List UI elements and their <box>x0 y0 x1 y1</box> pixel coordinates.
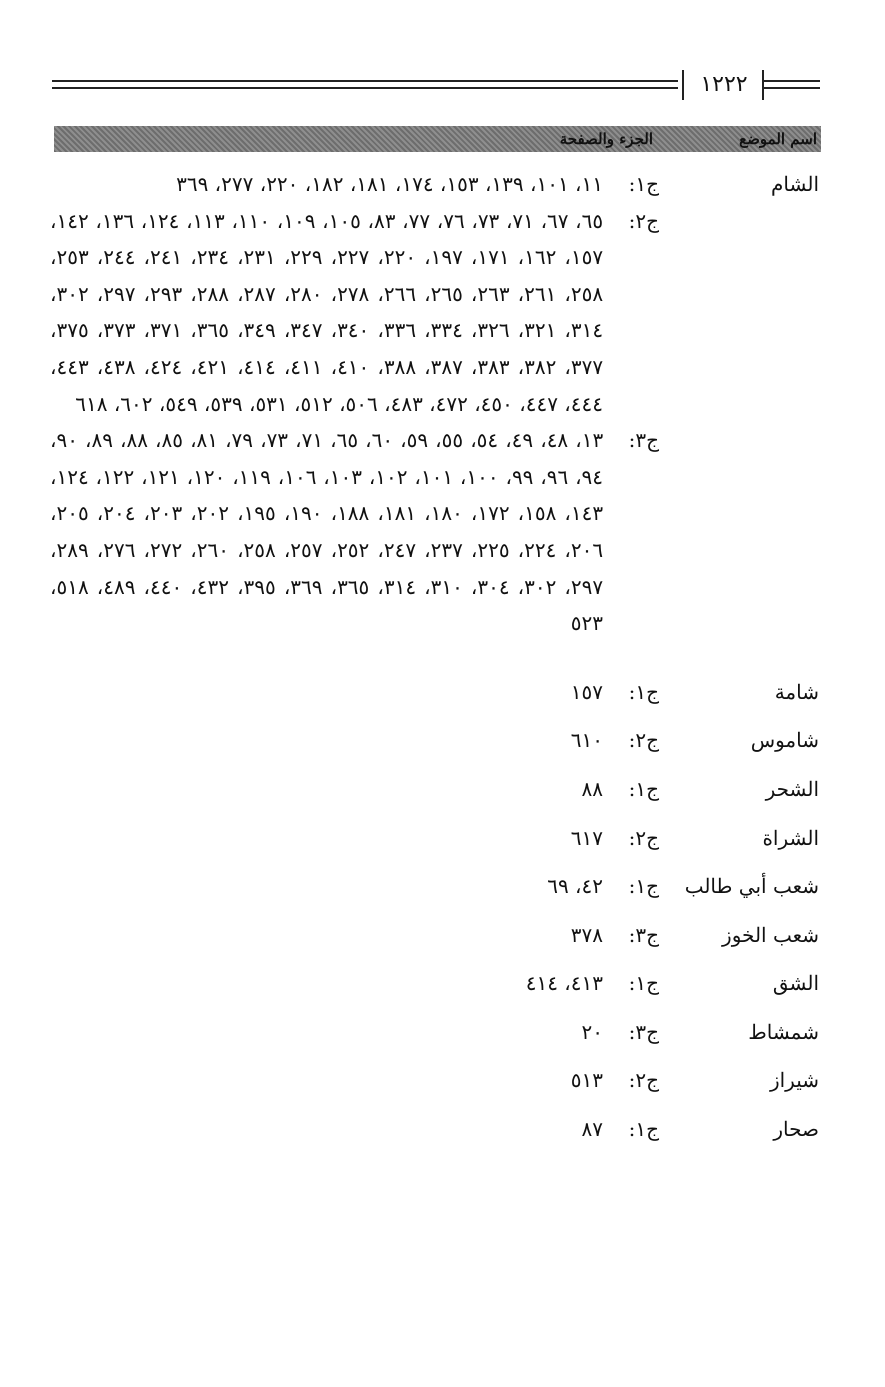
volume-label: ج٢: <box>628 728 659 753</box>
volume-label: ج١: <box>628 1117 659 1142</box>
place-name: شاموس <box>750 728 819 753</box>
index-entry <box>0 1111 885 1148</box>
volume-ref <box>0 722 885 759</box>
index-entry <box>0 868 885 905</box>
volume-ref <box>0 820 885 857</box>
page-list: ٣٧٨ <box>570 922 603 947</box>
index-entry <box>0 1062 885 1099</box>
place-name: الشراة <box>762 825 819 850</box>
page-list: ١١، ١٠١، ١٣٩، ١٥٣، ١٧٤، ١٨١، ١٨٢، ٢٢٠، ٢٧٧، ٣٦٩ <box>176 172 603 196</box>
volume-label: ج٢: <box>628 1068 659 1093</box>
page-list: ٤١٣، ٤١٤ <box>525 971 603 996</box>
place-name: شامة <box>774 679 819 704</box>
page-header <box>52 70 822 104</box>
volume-label: ج١: <box>628 971 659 996</box>
index-entry <box>0 166 885 642</box>
index-entries <box>0 166 885 1148</box>
volume-label: ج١: <box>628 679 659 704</box>
header-bar-left <box>682 70 684 100</box>
page-list: ٨٧ <box>581 1117 603 1142</box>
page-list: ٤٢، ٦٩ <box>547 874 603 899</box>
volume-label: ج٣: <box>628 922 659 947</box>
page-list: ٦٥، ٦٧، ٧١، ٧٣، ٧٦، ٧٧، ٨٣، ١٠٥، ١٠٩، ١١٠، ١١٣، ١٢٤، ١٣٦، ١٤٢، ١٥٧، ١٦٢، ١٧١، ١٩٧، ٢٢٠، ٢٢٧، ٢٢٩، ٢٣١، ٢٣٤، ٢٤١، ٢٤٤، ٢٥٣، ٢٥٨، ٢٦١، ٢٦٣، ٢٦٥، ٢٦٦، ٢٧٨، ٢٨٠، ٢٨٧، ٢٨٨، ٢٩٣، ٢٩٧، ٣٠٢، ٣١٤، ٣٢١، ٣٢٦، ٣٣٤، ٣٣٦، ٣٤٠، ٣٤٧، ٣٤٩، ٣٦٥، ٣٧١، ٣٧٣، ٣٧٥، ٣٧٧، ٣٨٢، ٣٨٣، ٣٨٧، ٣٨٨، ٤١٠، ٤١١، ٤١٤، ٤٢١، ٤٢٤، ٤٣٨، ٤٤٣، ٤٤٤، ٤٤٧، ٤٥٠، ٤٧٢، ٤٨٣، ٥٠٦، ٥١٢، ٥٣١، ٥٣٩، ٥٤٩، ٦٠٢، ٦١٨ <box>50 208 604 416</box>
page-list: ٦١٠ <box>570 728 603 753</box>
page-list: ١٥٧ <box>570 679 603 704</box>
page-number: ١٢٢٢ <box>700 72 748 97</box>
index-entry <box>0 820 885 857</box>
index-entry <box>0 771 885 808</box>
column-header-bar <box>54 126 821 152</box>
volume-ref <box>0 422 885 642</box>
page-list: ٢٠ <box>581 1019 603 1044</box>
place-name: شعب الخوز <box>722 922 819 947</box>
place-name: شعب أبي طالب <box>684 874 819 899</box>
page-list: ٦١٧ <box>570 825 603 850</box>
page-list: ٥١٣ <box>570 1068 603 1093</box>
place-name: الشق <box>772 971 819 996</box>
volume-label: ج١: <box>628 172 659 196</box>
volume-ref <box>0 674 885 711</box>
header-rule-short <box>764 80 820 89</box>
place-name: صحار <box>773 1117 819 1142</box>
place-name: الشام <box>771 172 819 196</box>
place-name: الشحر <box>765 776 819 801</box>
volume-label: ج٣: <box>628 428 659 453</box>
volume-ref <box>0 771 885 808</box>
place-name: شيراز <box>769 1068 819 1093</box>
index-entry <box>0 917 885 954</box>
volume-ref <box>0 917 885 954</box>
volume-ref <box>0 1014 885 1051</box>
column-header-volume-page: الجزء والصفحة <box>559 130 653 148</box>
volume-label: ج٢: <box>628 825 659 850</box>
volume-label: ج١: <box>628 874 659 899</box>
column-header-place: اسم الموضع <box>739 130 817 148</box>
volume-ref <box>0 868 885 905</box>
volume-ref <box>0 1062 885 1099</box>
volume-ref <box>0 166 885 203</box>
index-entry <box>0 674 885 711</box>
index-entry <box>0 965 885 1002</box>
volume-label: ج١: <box>628 776 659 801</box>
volume-label: ج٣: <box>628 1019 659 1044</box>
header-rule-long <box>52 80 678 89</box>
place-name: شمشاط <box>748 1019 819 1044</box>
volume-ref <box>0 1111 885 1148</box>
page-list: ١٣، ٤٨، ٤٩، ٥٤، ٥٥، ٥٩، ٦٠، ٦٥، ٧١، ٧٣، ٧٩، ٨١، ٨٥، ٨٨، ٨٩، ٩٠، ٩٤، ٩٦، ٩٩، ١٠٠، ١٠١، ١٠٢، ١٠٣، ١٠٦، ١١٩، ١٢٠، ١٢١، ١٢٢، ١٢٤، ١٤٣، ١٥٨، ١٧٢، ١٨٠، ١٨١، ١٨٨، ١٩٠، ١٩٥، ٢٠٢، ٢٠٣، ٢٠٤، ٢٠٥، ٢٠٦، ٢٢٤، ٢٢٥، ٢٣٧، ٢٤٧، ٢٥٢، ٢٥٧، ٢٥٨، ٢٦٠، ٢٧٢، ٢٧٦، ٢٨٩، ٢٩٧، ٣٠٢، ٣٠٤، ٣١٠، ٣١٤، ٣٦٥، ٣٦٩، ٣٩٥، ٤٣٢، ٤٤٠، ٤٨٩، ٥١٨، ٥٢٣ <box>50 428 604 636</box>
page-list: ٨٨ <box>581 776 603 801</box>
volume-ref <box>0 965 885 1002</box>
index-entry <box>0 1014 885 1051</box>
volume-label: ج٢: <box>628 208 659 233</box>
volume-ref <box>0 203 885 423</box>
index-entry <box>0 722 885 759</box>
